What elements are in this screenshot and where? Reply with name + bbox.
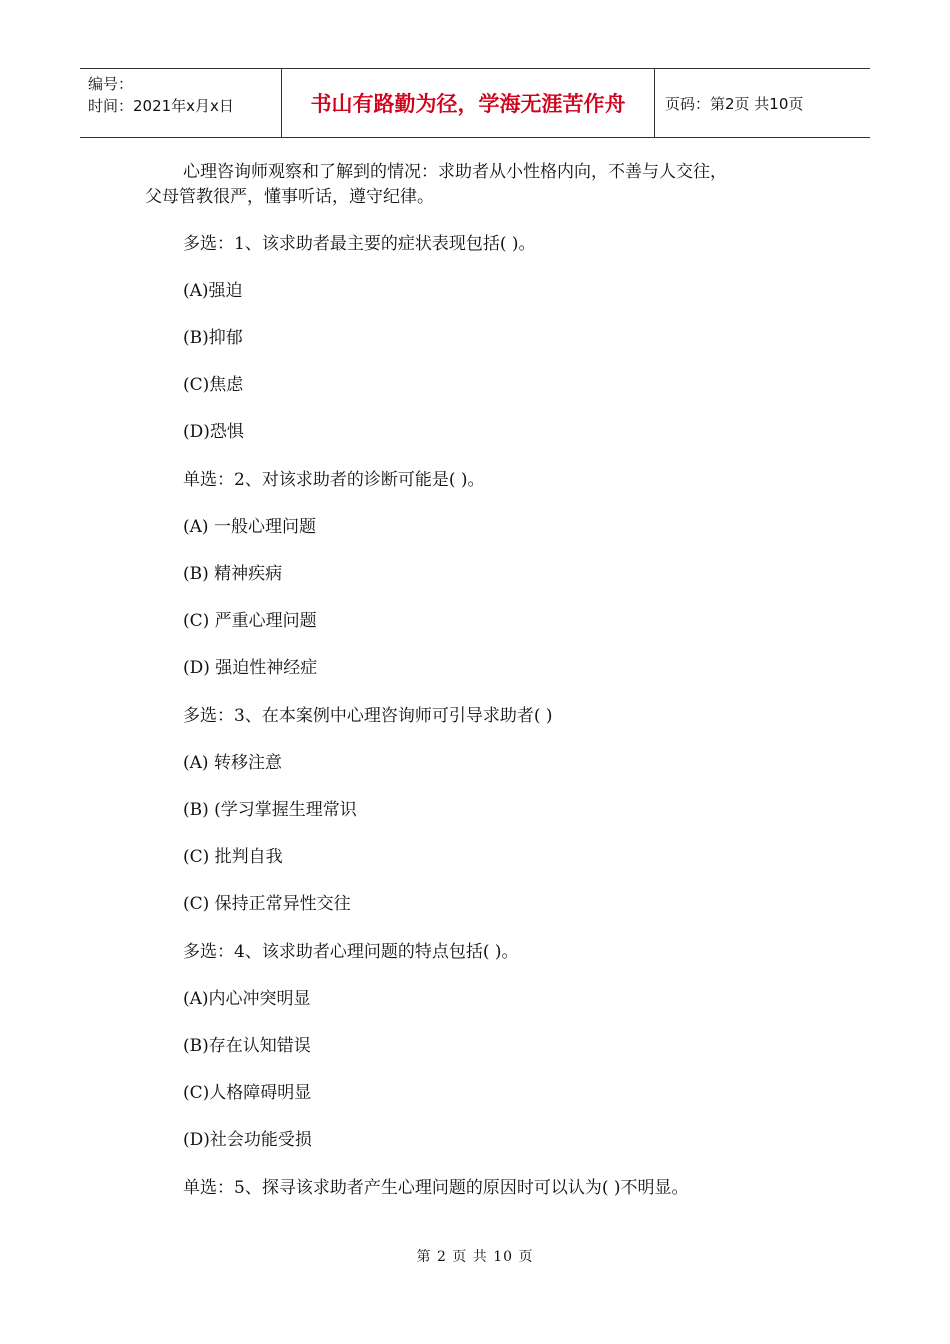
q2-option-b: (B) 精神疾病 <box>183 564 283 584</box>
question-3: 多选：3、在本案例中心理咨询师可引导求助者( ) <box>183 706 553 726</box>
intro-line-1: 心理咨询师观察和了解到的情况：求助者从小性格内向，不善与人交往， <box>183 162 727 182</box>
q4-option-a: (A)内心冲突明显 <box>183 989 311 1009</box>
q3-option-d: (C) 保持正常异性交往 <box>183 894 351 914</box>
question-1: 多选：1、该求助者最主要的症状表现包括( )。 <box>183 234 536 254</box>
intro-line-2: 父母管教很严，懂事听话，遵守纪律。 <box>145 187 434 207</box>
question-4: 多选：4、该求助者心理问题的特点包括( )。 <box>183 942 519 962</box>
q1-option-c: (C)焦虑 <box>183 375 244 395</box>
header-page-info: 页码：第2页 共10页 <box>665 94 804 113</box>
q4-option-c: (C)人格障碍明显 <box>183 1083 312 1103</box>
q3-option-a: (A) 转移注意 <box>183 753 282 773</box>
q1-option-d: (D)恐惧 <box>183 422 244 442</box>
question-2: 单选：2、对该求助者的诊断可能是( )。 <box>183 470 485 490</box>
page-header <box>80 68 870 138</box>
header-motto: 书山有路勤为径，学海无涯苦作舟 <box>282 69 655 137</box>
question-5: 单选：5、探寻该求助者产生心理问题的原因时可以认为( )不明显。 <box>183 1178 689 1198</box>
q2-option-d: (D) 强迫性神经症 <box>183 658 318 678</box>
q1-option-b: (B)抑郁 <box>183 328 243 348</box>
q2-option-c: (C) 严重心理问题 <box>183 611 317 631</box>
q2-option-a: (A) 一般心理问题 <box>183 517 316 537</box>
q1-option-a: (A)强迫 <box>183 281 243 301</box>
date-label: 时间：2021年x月x日 <box>88 97 234 115</box>
header-meta <box>80 69 282 137</box>
q4-option-b: (B)存在认知错误 <box>183 1036 311 1056</box>
page-footer: 第 2 页 共 10 页 <box>416 1249 534 1265</box>
q4-option-d: (D)社会功能受损 <box>183 1130 312 1150</box>
q3-option-b: (B) (学习掌握生理常识 <box>183 800 357 820</box>
number-label: 编号： <box>88 75 134 93</box>
q3-option-c: (C) 批判自我 <box>183 847 283 867</box>
